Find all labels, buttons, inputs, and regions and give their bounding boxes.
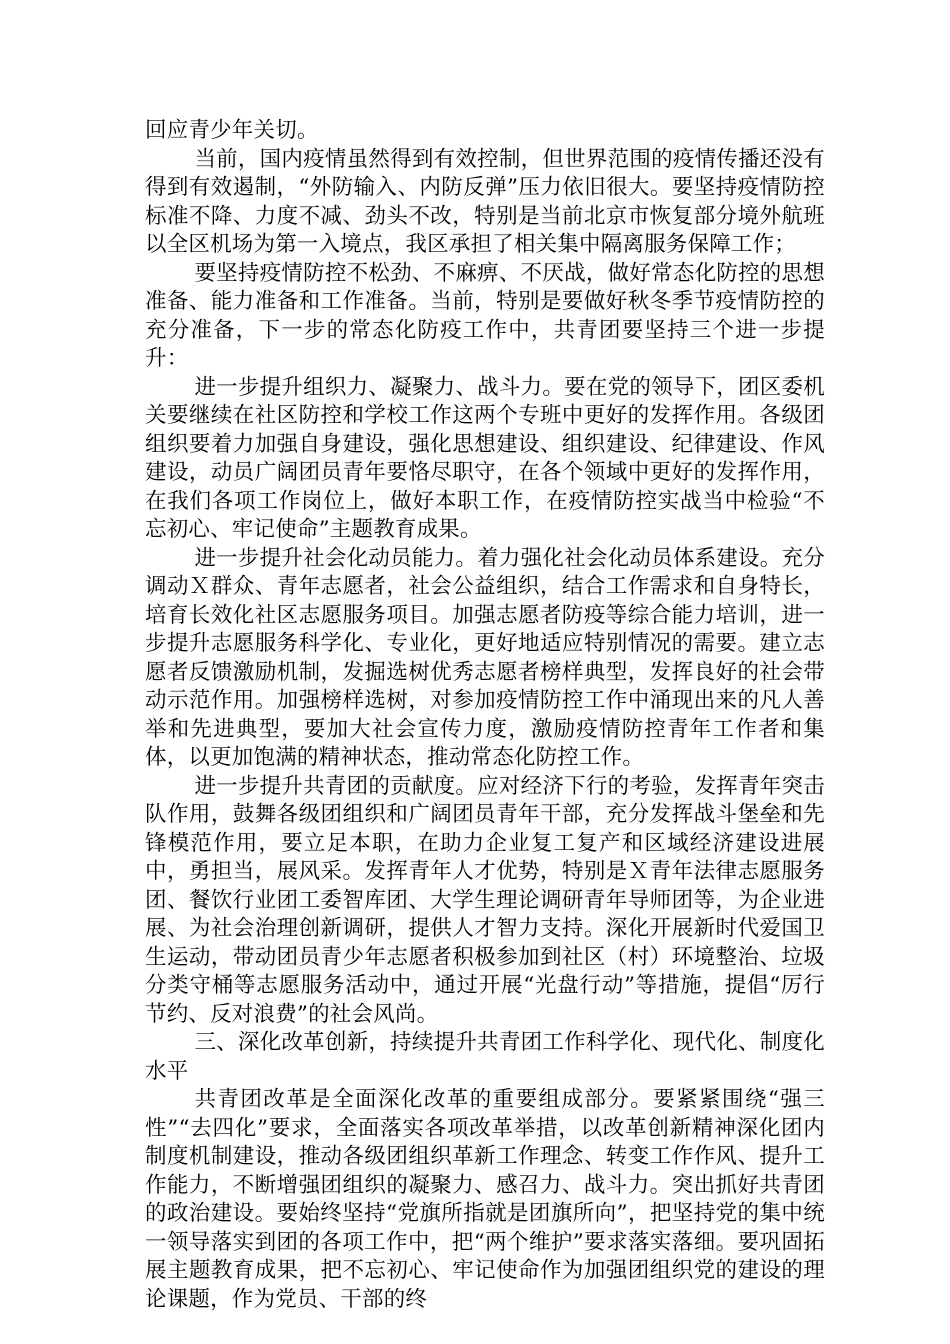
- paragraph-continuation: 回应青少年关切。: [145, 118, 319, 143]
- paragraph-organizational-capacity: 进一步提升组织力、凝聚力、战斗力。要在党的领导下，团区委机关要继续在社区防控和学校工作这两个专班中更好的发挥作用。各级团组织要着力加强自身建设，强化思想建设、组织建设、纪律建设、作风建设，动员广阔团员青年要恪尽职守，在各个领域中更好的发挥作用，在我们各项工作岗位上，做好本职工作，在疫情防控实战当中检验“不忘初心、牢记使命”主题教育成果。: [145, 374, 825, 542]
- paragraph-league-reform: 共青团改革是全面深化改革的重要组成部分。要紧紧围绕“强三性”“去四化”要求，全面落实各项改革举措，以改革创新精神深化团内制度机制建设，推动各级团组织革新工作理念、转变工作作风、提升工作能力，不断增强团组织的凝聚力、感召力、战斗力。突出抓好共青团的政治建设。要始终坚持“党旗所指就是团旗所向”，把坚持党的集中统一领导落实到团的各项工作中，把“两个维护”要求落实落细。要巩固拓展主题教育成果，把不忘初心、牢记使命作为加强团组织党的建设的理论课题，作为党员、干部的终: [145, 1087, 825, 1312]
- section-heading-reform: 三、深化改革创新，持续提升共青团工作科学化、现代化、制度化水平: [145, 1030, 825, 1084]
- paragraph-normalized-prevention: 要坚持疫情防控不松劲、不麻痹、不厌战，做好常态化防控的思想准备、能力准备和工作准备。当前，特别是要做好秋冬季节疫情防控的充分准备，下一步的常态化防疫工作中，共青团要坚持三个进一步提升：: [145, 260, 825, 371]
- document-body: [145, 117, 825, 1314]
- paragraph-social-mobilization: 进一步提升社会化动员能力。着力强化社会化动员体系建设。充分调动Ｘ群众、青年志愿者，社会公益组织，结合工作需求和自身特长，培育长效化社区志愿服务项目。加强志愿者防疫等综合能力培训，进一步提升志愿服务科学化、专业化，更好地适应特别情况的需要。建立志愿者反馈激励机制，发掘选树优秀志愿者榜样典型，发挥良好的社会带动示范作用。加强榜样选树，对参加疫情防控工作中涌现出来的凡人善举和先进典型，要加大社会宣传力度，激励疫情防控青年工作者和集体，以更加饱满的精神状态，推动常态化防控工作。: [145, 545, 825, 770]
- paragraph-contribution: 进一步提升共青团的贡献度。应对经济下行的考验，发挥青年突击队作用，鼓舞各级团组织和广阔团员青年干部，充分发挥战斗堡垒和先锋模范作用，要立足本职，在助力企业复工复产和区域经济建设进展中，勇担当，展风采。发挥青年人才优势，特别是Ｘ青年法律志愿服务团、餐饮行业团工委智库团、大学生理论调研青年导师团等，为企业进展、为社会治理创新调研，提供人才智力支持。深化开展新时代爱国卫生运动，带动团员青少年志愿者积极参加到社区（村）环境整治、垃圾分类守桶等志愿服务活动中，通过开展“光盘行动”等措施，提倡“厉行节约、反对浪费”的社会风尚。: [145, 773, 825, 1027]
- paragraph-epidemic-situation: 当前，国内疫情虽然得到有效控制，但世界范围的疫情传播还没有得到有效遏制，“外防输入、内防反弹”压力依旧很大。要坚持疫情防控标准不降、力度不减、劲头不改，特别是当前北京市恢复部分境外航班以全区机场为第一入境点，我区承担了相关集中隔离服务保障工作；: [145, 146, 825, 257]
